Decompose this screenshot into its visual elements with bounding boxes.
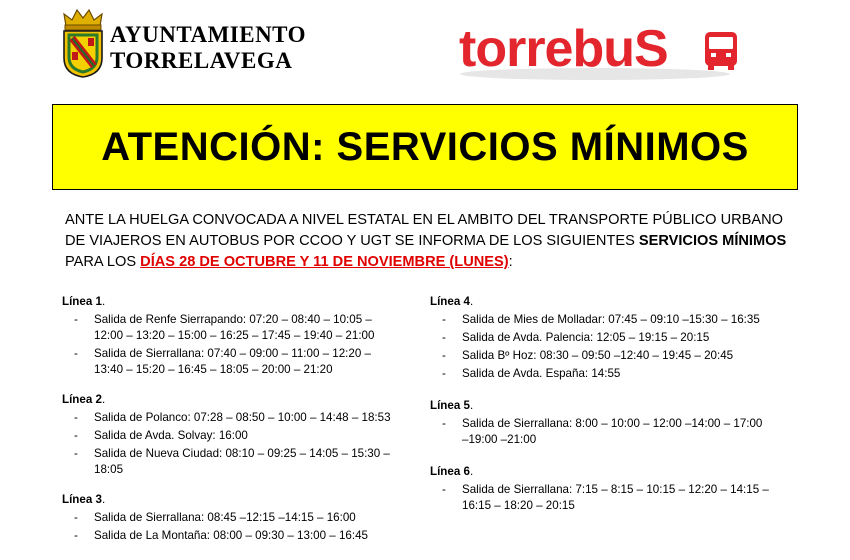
trip-item: - Salida de Polanco: 07:28 – 08:50 – 10:00 – 14:48 – 18:53 <box>74 411 391 424</box>
bus-line-block <box>430 464 770 514</box>
trip-item: - Salida Bº Hoz: 08:30 – 09:50 –12:40 – 19:45 – 20:45 <box>442 349 734 362</box>
trip-text: Salida Bº Hoz: 08:30 – 09:50 –12:40 – 19:45 – 20:45 <box>462 349 734 362</box>
trip-item: - Salida de Sierrallana: 07:40 – 09:00 – 11:00 – 12:20 – 13:40 – 15:20 – 16:45 – 18:05 – 20:00 – 21:20 <box>74 347 371 376</box>
line-title: Línea 2. <box>62 393 106 406</box>
bus-line-block <box>430 294 770 382</box>
trip-item: - Salida de Nueva Ciudad: 08:10 – 09:25 – 14:05 – 15:30 – 18:05 <box>74 447 390 476</box>
line-title: Línea 1. <box>62 295 106 308</box>
trip-item: - Salida de La Montaña: 08:00 – 09:30 – 13:00 – 16:45 <box>74 529 368 542</box>
bus-line-block <box>62 492 402 544</box>
intro-paragraph <box>65 210 805 273</box>
trip-text: Salida de La Montaña: 08:00 – 09:30 – 13:00 – 16:45 <box>94 529 368 542</box>
trip-text: Salida de Sierrallana: 07:40 – 09:00 – 11:00 – 12:20 – 13:40 – 15:20 – 16:45 – 18:05 – 20:00 – 21:20 <box>94 347 371 376</box>
page-header <box>0 0 850 95</box>
trip-text: Salida de Sierrallana: 7:15 – 8:15 – 10:15 – 12:20 – 14:15 – 16:15 – 18:20 – 20:15 <box>462 483 769 512</box>
trip-text: Salida de Renfe Sierrapando: 07:20 – 08:40 – 10:05 – 12:00 – 13:20 – 15:00 – 16:25 – 17:45 – 19:40 – 21:00 <box>94 313 375 342</box>
left-column <box>62 294 402 556</box>
bus-line-block <box>62 392 402 478</box>
trip-item: - Salida de Mies de Molladar: 07:45 – 09:10 –15:30 – 16:35 <box>442 313 760 326</box>
line-title-text: Línea 2 <box>62 393 102 406</box>
line-title: Línea 3. <box>62 493 106 506</box>
intro-text-3: : <box>508 254 513 270</box>
bus-line-block <box>62 294 402 378</box>
trip-item: - Salida de Sierrallana: 8:00 – 10:00 – 12:00 –14:00 – 17:00 –19:00 –21:00 <box>442 417 763 446</box>
trip-item: - Salida de Renfe Sierrapando: 07:20 – 08:40 – 10:05 – 12:00 – 13:20 – 15:00 – 16:25 – 17:45 – 19:40 – 21:00 <box>74 313 375 342</box>
coat-of-arms-icon <box>60 8 106 78</box>
ayuntamiento-logo-text <box>110 22 306 74</box>
right-column <box>430 294 770 526</box>
trip-text: Salida de Mies de Molladar: 07:45 – 09:10 –15:30 – 16:35 <box>462 313 760 326</box>
trip-item: - Salida de Sierrallana: 08:45 –12:15 –14:15 – 16:00 <box>74 511 356 524</box>
line-title-text: Línea 3 <box>62 493 102 506</box>
trip-text: Salida de Avda. España: 14:55 <box>462 367 621 380</box>
bus-line-block <box>430 398 770 448</box>
trip-text: Salida de Avda. Palencia: 12:05 – 19:15 – 20:15 <box>462 331 710 344</box>
banner-title: ATENCIÓN: SERVICIOS MÍNIMOS <box>101 124 749 169</box>
trip-item: - Salida de Avda. Solvay: 16:00 <box>74 429 248 442</box>
line-title: Línea 4. <box>430 295 474 308</box>
attention-banner <box>52 104 798 190</box>
bus-icon <box>705 32 737 70</box>
ayto-line-2: TORRELAVEGA <box>110 48 293 73</box>
line-title-text: Línea 1 <box>62 295 102 308</box>
trip-text: Salida de Polanco: 07:28 – 08:50 – 10:00 – 14:48 – 18:53 <box>94 411 391 424</box>
intro-dates: DÍAS 28 DE OCTUBRE Y 11 DE NOVIEMBRE (LUNES) <box>140 254 509 270</box>
line-title-text: Línea 6 <box>430 465 470 478</box>
intro-text-1: ANTE LA HUELGA CONVOCADA A NIVEL ESTATAL EN EL AMBITO DEL TRANSPORTE PÚBLICO URBANO DE VIAJEROS EN AUTOBUS POR CCOO Y UGT SE INFORMA DE LOS SIGUIENTES <box>65 212 784 249</box>
ayto-line-1: AYUNTAMIENTO <box>110 22 306 47</box>
brand-name: torrebuS <box>459 20 668 78</box>
intro-text-2: PARA LOS <box>65 254 141 270</box>
trip-item: - Salida de Sierrallana: 7:15 – 8:15 – 10:15 – 12:20 – 14:15 – 16:15 – 18:20 – 20:15 <box>442 483 769 512</box>
trip-text: Salida de Nueva Ciudad: 08:10 – 09:25 – 14:05 – 15:30 – 18:05 <box>94 447 390 476</box>
torrebus-logo <box>455 14 755 84</box>
line-title-text: Línea 5 <box>430 399 470 412</box>
trip-text: Salida de Avda. Solvay: 16:00 <box>94 429 248 442</box>
intro-bold: SERVICIOS MÍNIMOS <box>638 233 787 249</box>
trip-text: Salida de Sierrallana: 08:45 –12:15 –14:15 – 16:00 <box>94 511 356 524</box>
line-title: Línea 6. <box>430 465 474 478</box>
trip-item: - Salida de Avda. Palencia: 12:05 – 19:15 – 20:15 <box>442 331 710 344</box>
line-title-text: Línea 4 <box>430 295 470 308</box>
trip-text: Salida de Sierrallana: 8:00 – 10:00 – 12:00 –14:00 – 17:00 –19:00 –21:00 <box>462 417 763 446</box>
line-title: Línea 5. <box>430 399 474 412</box>
trip-item: - Salida de Avda. España: 14:55 <box>442 367 621 380</box>
